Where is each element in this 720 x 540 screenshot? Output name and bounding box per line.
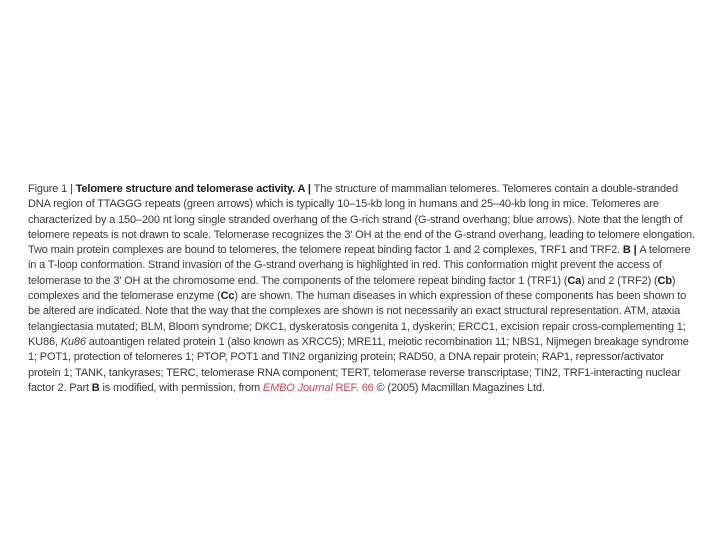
caption-text-7: is modified, with permission, from bbox=[99, 381, 263, 394]
caption-paragraph bbox=[28, 182, 696, 396]
figure-caption bbox=[28, 182, 696, 396]
panel-ca-label: Ca bbox=[567, 274, 582, 287]
panel-cc-label: Cc bbox=[220, 290, 235, 303]
caption-text-6: autoantigen related protein 1 (also known as XRCC5); MRE11, meiotic recombination 11; NBS1, Nijmegen breakage syndrome 1; POT1, protection of telomeres 1; PTOP, POT1 and TIN2 organizing protein; RAD50, a DNA repair protein; RAP1, repressor/activator protein 1; TANK, tankyrases; TERC, telomerase RNA component; TERT, telomerase reverse transcriptase; TIN2, TRF1-interacting nuclear factor 2. Part bbox=[28, 335, 689, 394]
panel-cb-label: Cb bbox=[657, 274, 672, 287]
caption-text-4: ) complexes and the telomerase enzyme ( bbox=[28, 274, 676, 303]
part-b-label: B bbox=[91, 381, 100, 394]
ku86-italic: Ku86 bbox=[60, 335, 86, 348]
figure-label: Figure 1 | bbox=[28, 183, 76, 195]
reference-link[interactable]: REF. 66 bbox=[332, 381, 374, 394]
figure-title: Telomere structure and telomerase activity. bbox=[75, 183, 296, 195]
caption-text-1: The structure of mammalian telomeres. Telomeres contain a double-stranded DNA region of TTAGGG repeats (green arrows) which is typically 10–15-kb long in humans and 25–40-kb long in mice. Telomeres are characterized by a 150–200 nt long single stranded overhang of the G-rich strand (G-strand overhang; blue arrows). Note that the length of telomere repeats is not drawn to scale. Telomerase recognizes the 3′ OH at the end of the G-strand overhang, leading to telomere elongation. Two main protein complexes are bound to telomeres, the telomere repeat binding factor 1 and 2 complexes, TRF1 and TRF2. bbox=[28, 183, 695, 257]
caption-text-2: A telomere in a T-loop conformation. Strand invasion of the G-strand overhang is highlighted in red. This conformation might prevent the access of telomerase to the 3′ OH at the chromosome end. The components of the telomere repeat binding factor 1 (TRF1) ( bbox=[28, 244, 691, 287]
panel-b-label: B | bbox=[619, 244, 640, 257]
caption-text-3: ) and 2 (TRF2) ( bbox=[581, 274, 658, 287]
panel-a-label: A | bbox=[295, 183, 314, 195]
caption-text-8: © (2005) Macmillan Magazines Ltd. bbox=[373, 381, 545, 394]
journal-link[interactable]: EMBO Journal bbox=[262, 381, 333, 394]
caption-text-5: ) are shown. The human diseases in which expression of these components has been shown to be altered are indicated. Note that the way that the complexes are shown is not necessarily an exact structural representation. ATM, ataxia telangiectasia mutated; BLM, Bloom syndrome; DKC1, dyskeratosis congenita 1, dyskerin; ERCC1, excision repair cross-complementing 1; KU86, bbox=[28, 290, 687, 348]
